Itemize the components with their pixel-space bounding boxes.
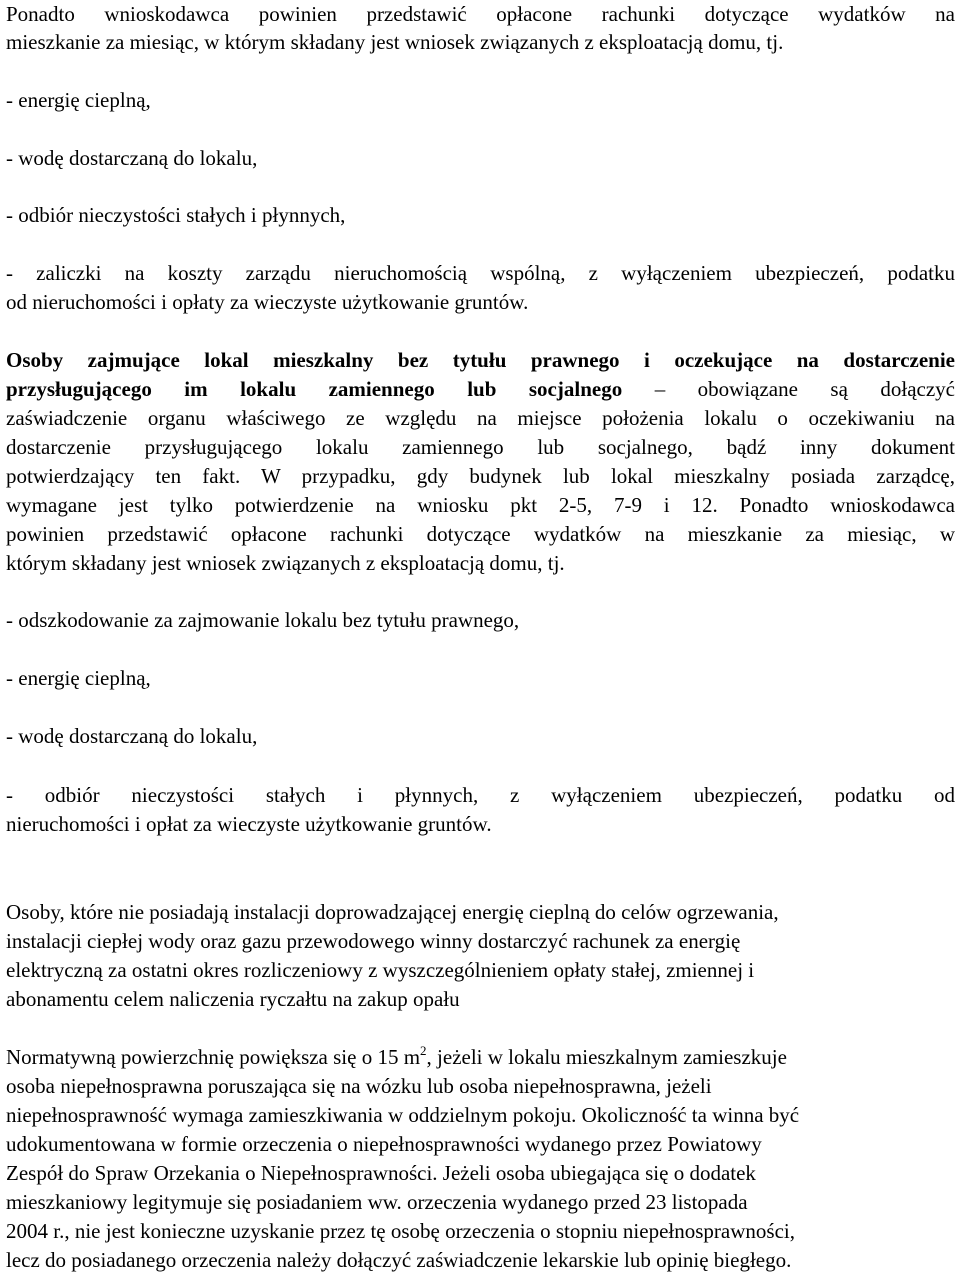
paragraph-line bbox=[6, 375, 955, 404]
superscript: 2 bbox=[420, 1043, 427, 1058]
paragraph-line: Ponadto wnioskodawca powinien przedstawić opłacone rachunki dotyczące wydatków na bbox=[6, 2, 955, 26]
list-item: - energię cieplną, bbox=[6, 666, 151, 690]
paragraph-line: abonamentu celem naliczenia ryczałtu na zakup opału bbox=[6, 987, 460, 1011]
list-item: od nieruchomości i opłaty za wieczyste użytkowanie gruntów. bbox=[6, 290, 529, 314]
list-item: - odbiór nieczystości stałych i płynnych, bbox=[6, 203, 346, 227]
list-item: - energię cieplną, bbox=[6, 88, 151, 112]
paragraph-line: niepełnosprawność wymaga zamieszkiwania w oddzielnym pokoju. Okoliczność ta winna być bbox=[6, 1103, 800, 1127]
paragraph-line: 2004 r., nie jest konieczne uzyskanie przez tę osobę orzeczenia o stopniu niepełnosprawności, bbox=[6, 1219, 795, 1243]
paragraph-line: wymagane jest tylko potwierdzenie na wniosku pkt 2-5, 7-9 i 12. Ponadto wnioskodawca bbox=[6, 493, 955, 517]
paragraph-line: potwierdzający ten fakt. W przypadku, gdy budynek lub lokal mieszkalny posiada zarządcę, bbox=[6, 464, 955, 488]
list-item: - wodę dostarczaną do lokalu, bbox=[6, 146, 258, 170]
list-item: - wodę dostarczaną do lokalu, bbox=[6, 724, 258, 748]
paragraph-line: zaświadczenie organu właściwego ze względu na miejsce położenia lokalu o oczekiwaniu na bbox=[6, 406, 955, 430]
list-item: nieruchomości i opłat za wieczyste użytkowanie gruntów. bbox=[6, 812, 492, 836]
list-item: - odszkodowanie za zajmowanie lokalu bez tytułu prawnego, bbox=[6, 608, 520, 632]
list-item: - zaliczki na koszty zarządu nieruchomością wspólną, z wyłączeniem ubezpieczeń, podatku bbox=[6, 261, 955, 285]
paragraph-line: instalacji ciepłej wody oraz gazu przewodowego winny dostarczyć rachunek za energię bbox=[6, 929, 741, 953]
paragraph-line: Zespół do Spraw Orzekania o Niepełnosprawności. Jeżeli osoba ubiegająca się o dodatek bbox=[6, 1161, 756, 1185]
paragraph-line: udokumentowana w formie orzeczenia o niepełnosprawności wydanego przez Powiatowy bbox=[6, 1132, 762, 1156]
paragraph-line: Osoby, które nie posiadają instalacji doprowadzającej energię cieplną do celów ogrzewania, bbox=[6, 900, 779, 924]
paragraph-line: którym składany jest wniosek związanych z eksploatacją domu, tj. bbox=[6, 551, 565, 575]
text-run: , jeżeli w lokalu mieszkalnym zamieszkuje bbox=[426, 1045, 787, 1069]
paragraph-line: osoba niepełnosprawna poruszająca się na wózku lub osoba niepełnosprawna, jeżeli bbox=[6, 1074, 712, 1098]
paragraph-line: Osoby zajmujące lokal mieszkalny bez tytułu prawnego i oczekujące na dostarczenie bbox=[6, 348, 955, 372]
paragraph-line: dostarczenie przysługującego lokalu zamiennego lub socjalnego, bądź inny dokument bbox=[6, 435, 955, 459]
paragraph-line: powinien przedstawić opłacone rachunki dotyczące wydatków na mieszkanie za miesiąc, w bbox=[6, 522, 955, 546]
paragraph-line: elektryczną za ostatni okres rozliczeniowy z wyszczególnieniem opłaty stałej, zmiennej i bbox=[6, 958, 755, 982]
paragraph-line bbox=[6, 1043, 955, 1072]
paragraph-line: mieszkaniowy legitymuje się posiadaniem ww. orzeczenia wydanego przed 23 listopada bbox=[6, 1190, 748, 1214]
text-run: – obowiązane są dołączyć bbox=[654, 377, 955, 401]
text-run: Normatywną powierzchnię powiększa się o 15 m bbox=[6, 1045, 421, 1069]
paragraph-line: lecz do posiadanego orzeczenia należy dołączyć zaświadczenie lekarskie lub opinię biegłego. bbox=[6, 1248, 792, 1272]
list-item: - odbiór nieczystości stałych i płynnych, z wyłączeniem ubezpieczeń, podatku od bbox=[6, 783, 955, 807]
paragraph-line: mieszkanie za miesiąc, w którym składany jest wniosek związanych z eksploatacją domu, tj. bbox=[6, 30, 784, 54]
bold-phrase: przysługującego im lokalu zamiennego lub socjalnego bbox=[6, 377, 623, 401]
